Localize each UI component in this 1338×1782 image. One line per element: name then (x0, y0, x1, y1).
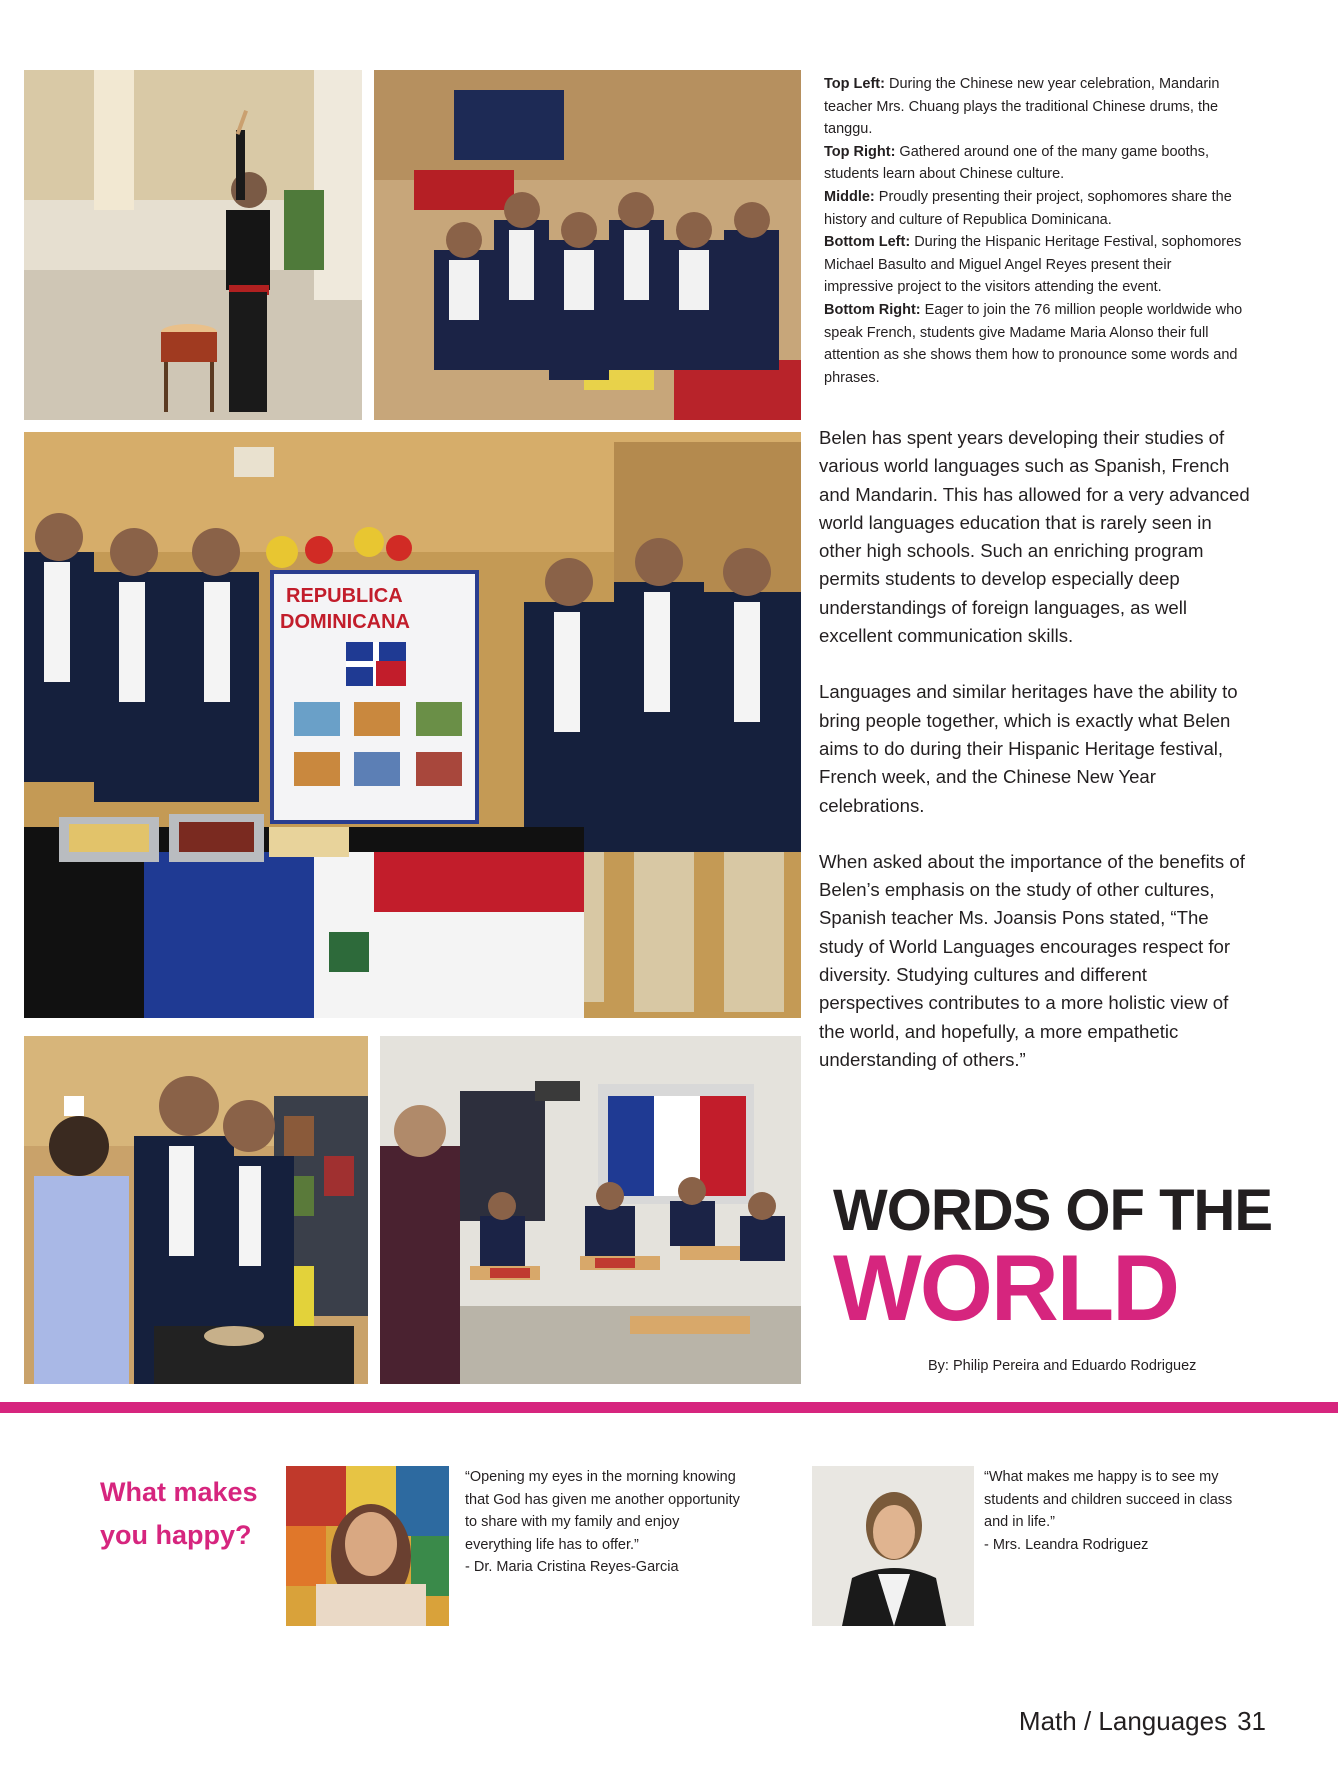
caption-text: Proudly presenting their project, sophomores share the history and culture of Republica Dominicana. (824, 188, 1232, 228)
portrait-reyes-garcia (286, 1466, 449, 1626)
caption-top-left (824, 73, 1244, 141)
caption-label: Bottom Right: (824, 301, 921, 318)
photo-top-left (24, 70, 362, 420)
section-divider (0, 1402, 1338, 1413)
article-body (819, 424, 1251, 1102)
caption-label: Bottom Left: (824, 234, 911, 251)
quote-2 (984, 1466, 1252, 1556)
photo-top-right (374, 70, 801, 420)
caption-text: Eager to join the 76 million people worldwide who speak French, students give Madame Maria Alonso their full attention as she shows them how to pronounce some words and phrases. (824, 301, 1243, 386)
caption-bottom-left (824, 231, 1244, 299)
caption-text: Gathered around one of the many game booths, students learn about Chinese culture. (824, 143, 1209, 183)
caption-bottom-right (824, 299, 1244, 389)
photo-middle (24, 432, 801, 1018)
caption-label: Top Right: (824, 143, 896, 160)
quote-1 (465, 1466, 743, 1579)
quote-text: “Opening my eyes in the morning knowing that God has given me another opportunity to share with my family and enjoy everything life has to offer.” (465, 1469, 740, 1553)
article-paragraph: When asked about the importance of the benefits of Belen’s emphasis on the study of other cultures, Spanish teacher Ms. Joansis Pons stated, “The study of World Languages encourages respect for diversity. Studying cultures and different perspectives contributes to a more holistic view of the world, and hopefully, a more empathetic understanding of others.” (819, 850, 1245, 1070)
poster-title-line2: DOMINICANA (280, 611, 410, 633)
article-paragraph: Languages and similar heritages have the ability to bring people together, which is exactly what Belen aims to do during their Hispanic Heritage festival, French week, and the Chinese New Year celebrations. (819, 681, 1238, 816)
caption-text: During the Chinese new year celebration, Mandarin teacher Mrs. Chuang plays the traditional Chinese drums, the tanggu. (824, 76, 1220, 138)
photo-captions (824, 73, 1244, 389)
page-number: 31 (1237, 1706, 1266, 1736)
caption-middle (824, 186, 1244, 231)
portrait-leandra-rodriguez (812, 1466, 974, 1626)
photo-bottom-left (24, 1036, 368, 1384)
quote-text: “What makes me happy is to see my students and children succeed in class and in life.” (984, 1469, 1233, 1531)
headline-line-1: WORDS OF THE (833, 1178, 1273, 1243)
sidebar-heading: What makes you happy? (100, 1477, 258, 1550)
caption-label: Top Left: (824, 76, 885, 92)
quote-author: - Mrs. Leandra Rodriguez (984, 1536, 1149, 1553)
byline: By: Philip Pereira and Eduardo Rodriguez (928, 1358, 1197, 1374)
caption-label: Middle: (824, 188, 875, 205)
headline-line-2: WORLD (833, 1235, 1179, 1340)
photo-bottom-right (380, 1036, 801, 1384)
poster-title-line1: REPUBLICA (286, 585, 403, 607)
caption-text: During the Hispanic Heritage Festival, sophomores Michael Basulto and Miguel Angel Reyes present their impressive project to the visitors attending the event. (824, 234, 1242, 296)
page-footer (1019, 1706, 1266, 1737)
caption-top-right (824, 141, 1244, 186)
quote-author: - Dr. Maria Cristina Reyes-Garcia (465, 1559, 679, 1576)
article-paragraph: Belen has spent years developing their studies of various world languages such as Spanish, French and Mandarin. This has allowed for a very advanced world languages education that is rarely seen in other high schools. Such an enriching program permits students to develop especially deep understandings of foreign languages, as well excellent communication skills. (819, 427, 1250, 647)
footer-section: Math / Languages (1018, 1706, 1228, 1736)
